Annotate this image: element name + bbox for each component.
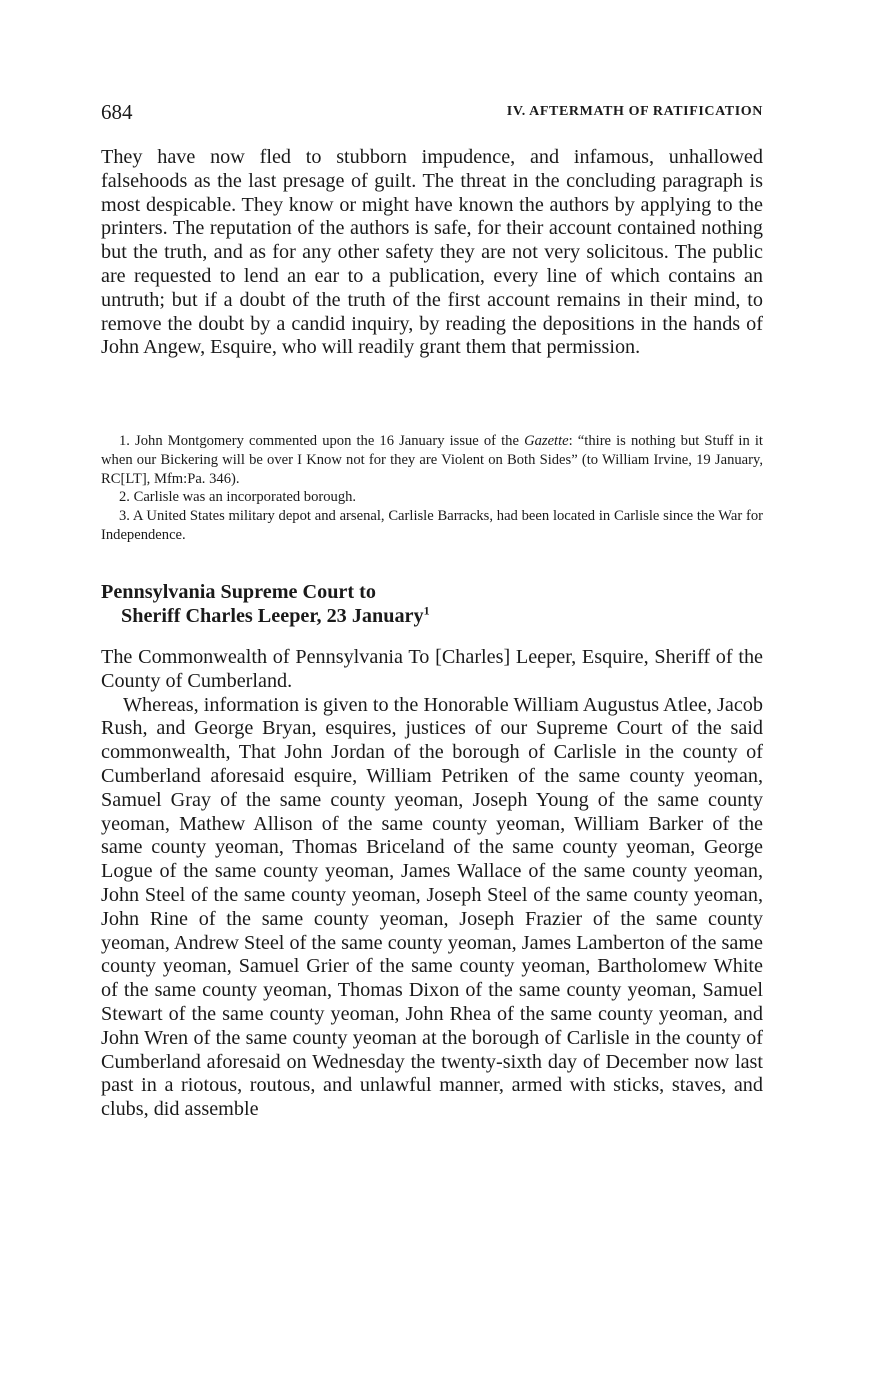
footnote-1-text: 1. John Montgomery commented upon the 16 January issue of the (119, 433, 525, 449)
footnote-1 (101, 432, 763, 488)
section-title: IV. AFTERMATH OF RATIFICATION (506, 104, 763, 119)
footnotes (101, 432, 763, 545)
document-heading-line-1: Pennsylvania Supreme Court to (101, 581, 376, 603)
footnote-1-italic: Gazette (524, 433, 569, 449)
footnote-1-rest: : “thire is nothing but Stuff in it when our Bickering will be over I Know not for they are Violent on Both Sides” (to William Irvine, 19 January, RC[LT], Mfm:Pa. 346). (101, 433, 763, 487)
whereas-paragraph: Whereas, information is given to the Honorable William Augustus Atlee, Jacob Rush, and George Bryan, esquires, justices of our Supreme Court of the said commonwealth, That John Jordan of the borough of Carlisle in the county of Cumberland aforesaid esquire, William Petriken of the same county yeoman, Samuel Gray of the same county yeoman, Joseph Young of the same county yeoman, Mathew Allison of the same county yeoman, William Barker of the same county yeoman, Thomas Briceland of the same county yeoman, George Logue of the same county yeoman, James Wallace of the same county yeoman, John Steel of the same county yeoman, Joseph Steel of the same county yeoman, John Rine of the same county yeoman, Joseph Frazier of the same county yeoman, Andrew Steel of the same county yeoman, James Lamberton of the same county yeoman, Samuel Grier of the same county yeoman, Bartholomew White of the same county yeoman, Thomas Dixon of the same county yeoman, Samuel Stewart of the same county yeoman, John Rhea of the same county yeoman, and John Wren of the same county yeoman at the borough of Carlisle in the county of Cumberland aforesaid on Wednesday the twenty-sixth day of December now last past in a riotous, routous, and unlawful manner, armed with sticks, staves, and clubs, did assemble (101, 693, 763, 1121)
continued-paragraph (101, 146, 763, 360)
footnote-3: 3. A United States military depot and arsenal, Carlisle Barracks, had been located in Carlisle since the War for Independence. (101, 508, 763, 543)
footnote-reference: 1 (423, 603, 430, 618)
document-heading-line-2-text: Sheriff Charles Leeper, 23 January (121, 605, 424, 627)
footnote-2: 2. Carlisle was an incorporated borough. (119, 489, 357, 506)
document-body (101, 646, 763, 1122)
running-head (101, 100, 763, 130)
document-heading (101, 580, 763, 628)
document-heading-line-2 (101, 604, 763, 628)
address-line: The Commonwealth of Pennsylvania To [Charles] Leeper, Esquire, Sheriff of the County of Cumberland. (101, 646, 763, 692)
paragraph-text: They have now fled to stubborn impudence, and infamous, unhallowed falsehoods as the last presage of guilt. The threat in the concluding paragraph is most despicable. They know or might have known the authors by applying to the printers. The reputation of the authors is safe, for their account contained nothing but the truth, and as for any other safety they are not very solicitous. The public are requested to lend an ear to a publication, every line of which contains an untruth; but if a doubt of the truth of the first account remains in their mind, to remove the doubt by a candid inquiry, by reading the depositions in the hands of John Angew, Esquire, who will readily grant them that permission. (101, 146, 763, 359)
page-number: 684 (101, 100, 133, 124)
